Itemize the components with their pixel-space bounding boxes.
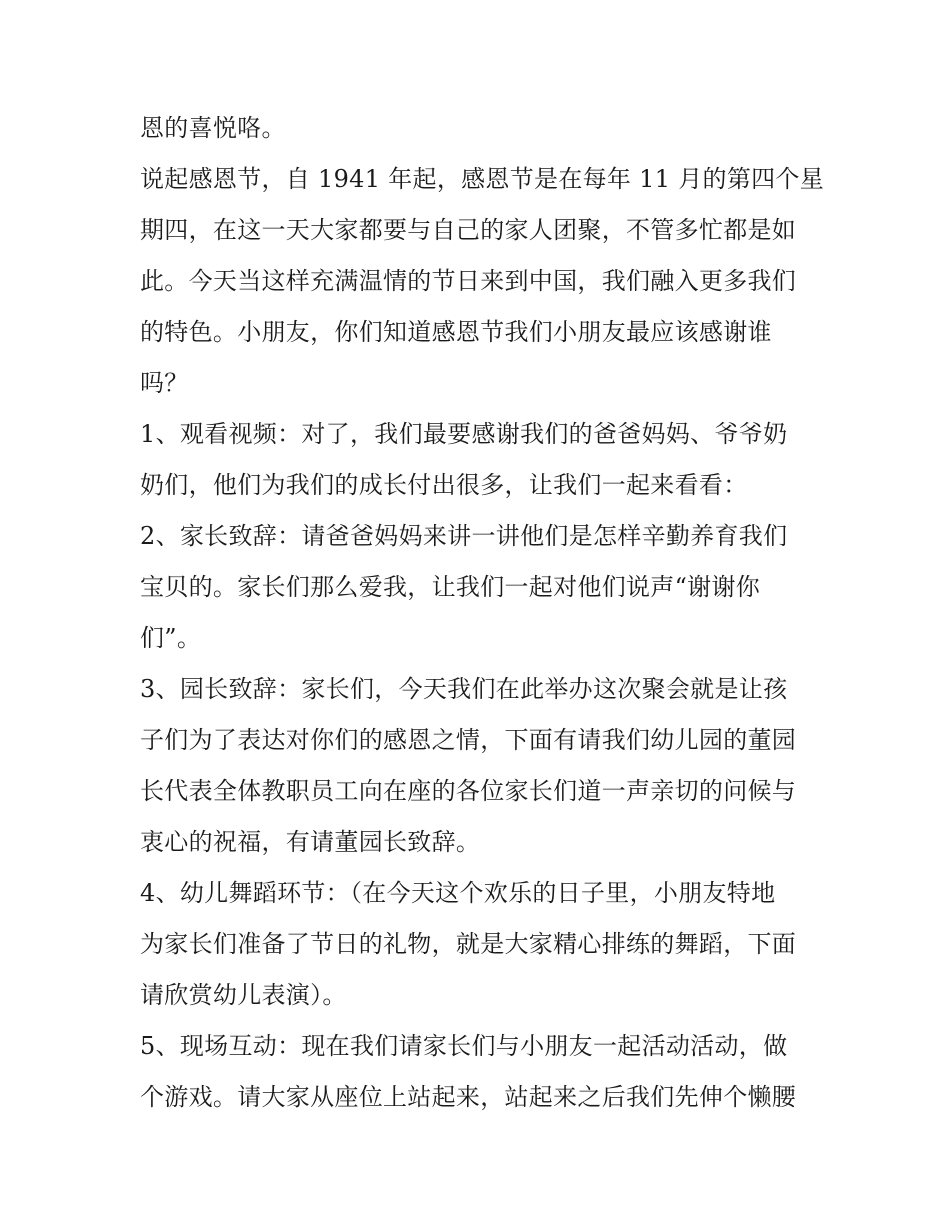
text-line: 们”。 xyxy=(140,624,202,652)
document-body xyxy=(140,103,825,1123)
text-line: 1、观看视频：对了，我们最要感谢我们的爸爸妈妈、爷爷奶 xyxy=(140,420,788,448)
text-line: 奶们，他们为我们的成长付出很多，让我们一起来看看： xyxy=(140,471,748,499)
text-line: 5、现场互动：现在我们请家长们与小朋友一起活动活动，做 xyxy=(140,1032,788,1060)
text-line: 子们为了表达对你们的感恩之情，下面有请我们幼儿园的董园 xyxy=(140,726,797,754)
text-line: 请欣赏幼儿表演）。 xyxy=(140,981,347,1009)
text-line: 衷心的祝福，有请董园长致辞。 xyxy=(140,828,481,856)
text-line: 期四，在这一天大家都要与自己的家人团聚，不管多忙都是如 xyxy=(140,216,797,244)
text-line: 吗？ xyxy=(140,369,189,397)
text-line: 恩的喜悦咯。 xyxy=(140,114,286,142)
text-line: 宝贝的。家长们那么爱我，让我们一起对他们说声“谢谢你 xyxy=(140,573,761,601)
text-line: 长代表全体教职员工向在座的各位家长们道一声亲切的问候与 xyxy=(140,777,797,805)
text-line: 此。今天当这样充满温情的节日来到中国，我们融入更多我们 xyxy=(140,267,797,295)
text-line: 3、园长致辞：家长们，今天我们在此举办这次聚会就是让孩 xyxy=(140,675,788,703)
text-line: 个游戏。请大家从座位上站起来，站起来之后我们先伸个懒腰 xyxy=(140,1083,797,1111)
text-line: 的特色。小朋友，你们知道感恩节我们小朋友最应该感谢谁 xyxy=(140,318,772,346)
text-line: 说起感恩节，自 1941 年起，感恩节是在每年 11 月的第四个星 xyxy=(140,165,825,193)
text-line: 4、幼儿舞蹈环节：（在今天这个欢乐的日子里，小朋友特地 xyxy=(140,879,776,907)
text-line: 2、家长致辞：请爸爸妈妈来讲一讲他们是怎样辛勤养育我们 xyxy=(140,522,788,550)
text-line: 为家长们准备了节日的礼物，就是大家精心排练的舞蹈，下面 xyxy=(140,930,797,958)
